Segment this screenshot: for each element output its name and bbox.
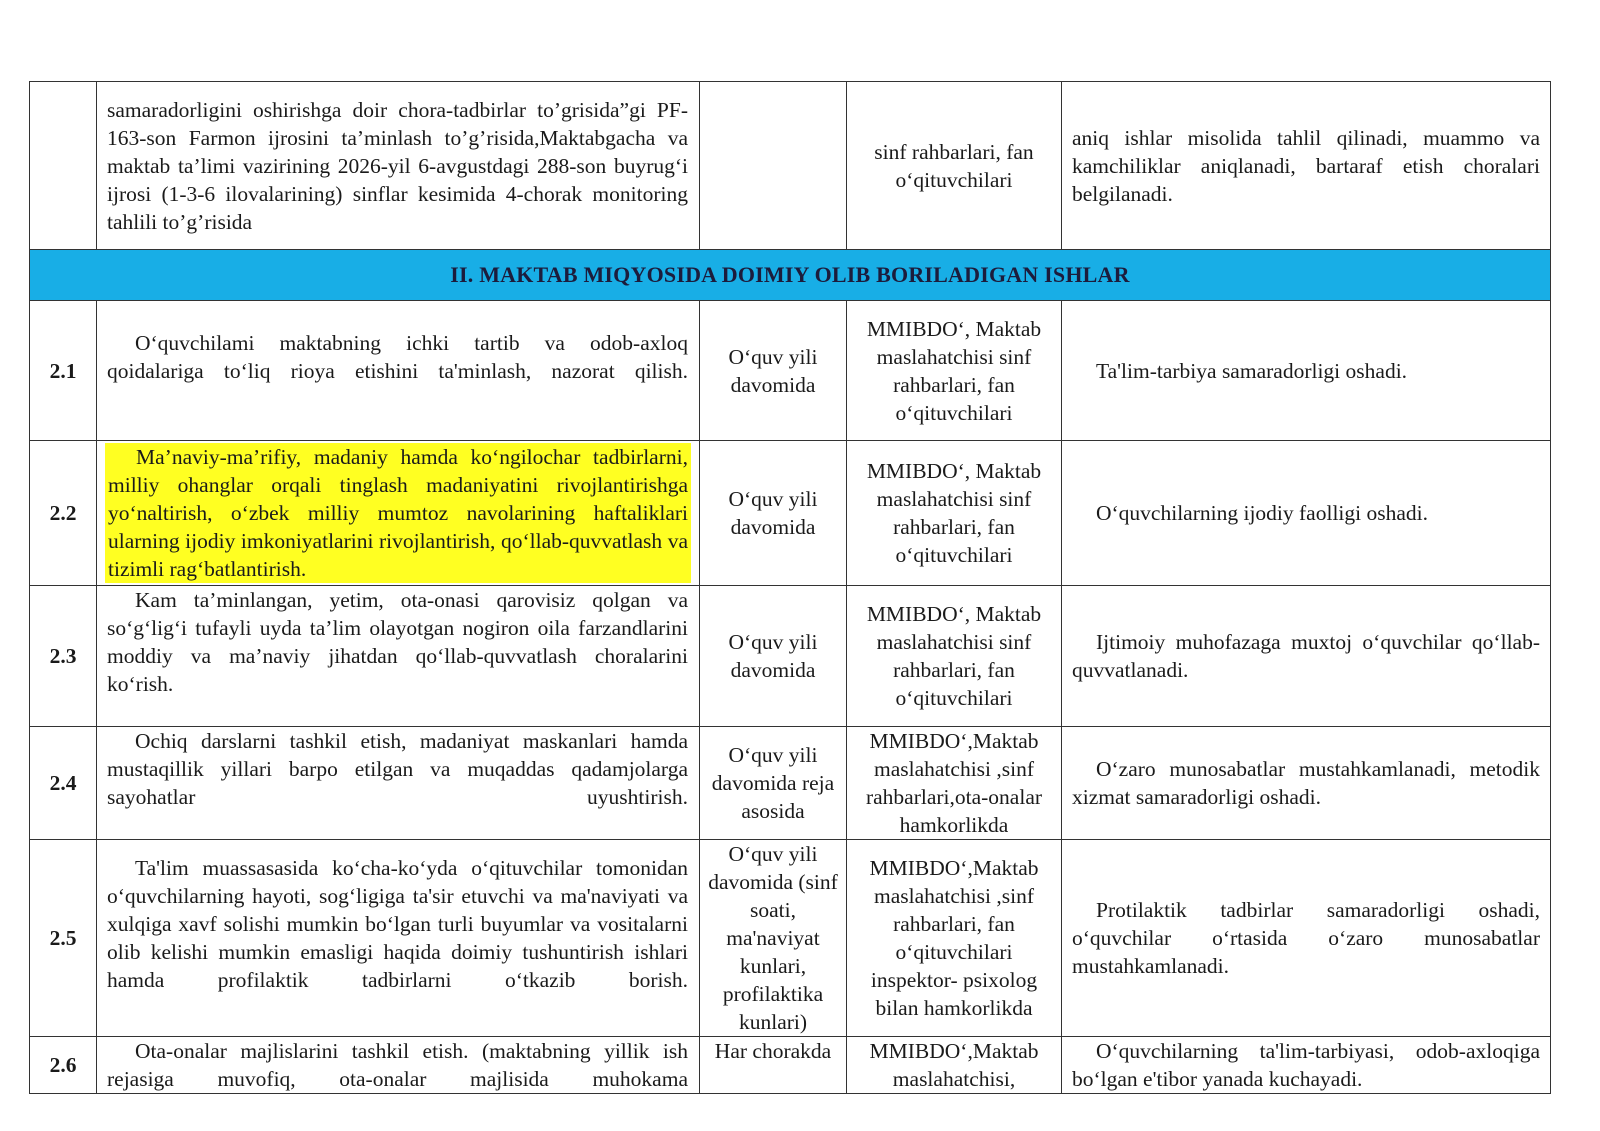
result-cell xyxy=(1062,441,1551,586)
result-text: Ta'lim-tarbiya samaradorligi oshadi. xyxy=(1096,358,1408,383)
description-text: Kam ta’minlangan, yetim, ota-onasi qarovisiz qolgan va so‘g‘lig‘i tufayli uyda ta’lim olayotgan nogiron oila farzandlarini moddiy va ma’naviy jihatdan qo‘llab-quvvatlash choralarini ko‘rish. xyxy=(107,588,688,696)
responsible-cell: MMIBDO‘,Maktab maslahatchisi ,sinf rahbarlari,ota-onalar hamkorlikda xyxy=(847,727,1062,840)
term-cell: O‘quv yili davomida (sinf soati, ma'naviyat kunlari, profilaktika kunlari) xyxy=(700,840,847,1037)
term-cell: O‘quv yili davomida reja asosida xyxy=(700,727,847,840)
responsible-cell: MMIBDO‘,Maktab maslahatchisi, xyxy=(847,1037,1062,1094)
term-cell: O‘quv yili davomida xyxy=(700,441,847,586)
term-cell: Har chorakda xyxy=(700,1037,847,1094)
row-number: 2.6 xyxy=(30,1037,97,1094)
row-number: 2.3 xyxy=(30,586,97,727)
description-cell xyxy=(97,727,700,840)
plan-table-page xyxy=(29,81,1550,1094)
result-cell xyxy=(1062,727,1551,840)
result-text: O‘zaro munosabatlar mustahkamlanadi, metodik xizmat samaradorligi oshadi. xyxy=(1072,757,1540,809)
result-cell xyxy=(1062,586,1551,727)
description-cell xyxy=(97,1037,700,1094)
table-row xyxy=(30,727,1551,840)
result-cell xyxy=(1062,1037,1551,1094)
responsible-cell: MMIBDO‘,Maktab maslahatchisi ,sinf rahbarlari, fan o‘qituvchilari inspektor- psixolog bilan hamkorlikda xyxy=(847,840,1062,1037)
result-text: O‘quvchilarning ijodiy faolligi oshadi. xyxy=(1096,501,1429,525)
table-row xyxy=(30,301,1551,441)
row-number: 2.1 xyxy=(30,301,97,441)
description-cell xyxy=(97,82,700,250)
description-cell xyxy=(97,840,700,1037)
term-cell: O‘quv yili davomida xyxy=(700,301,847,441)
row-number: 2.2 xyxy=(30,441,97,586)
table-row xyxy=(30,840,1551,1037)
row-number-cell xyxy=(30,82,97,250)
table-row xyxy=(30,441,1551,586)
description-text: O‘quvchilami maktabning ichki tartib va odob-axloq qoidalariga to‘liq rioya etishini ta'minlash, nazorat qilish. xyxy=(107,330,688,383)
result-cell xyxy=(1062,840,1551,1037)
table-row xyxy=(30,586,1551,727)
section-header-row xyxy=(30,250,1551,301)
description-text: Ma’naviy-ma’rifiy, madaniy hamda ko‘ngilochar tadbirlarni, milliy ohanglar orqali tinglash madaniyatini rivojlantirishga yo‘naltirish, o‘zbek milliy mumtoz navolarining haftaliklari ularning ijodiy imkoniyatlarini rivojlantirish, qo‘llab-quvvatlash va tizimli rag‘batlantirish. xyxy=(108,445,688,581)
result-text: aniq ishlar misolida tahlil qilinadi, muammo va kamchiliklar aniqlanadi, bartaraf etish choralari belgilanadi. xyxy=(1072,125,1540,206)
section-title: II. MAKTAB MIQYOSIDA DOIMIY OLIB BORILADIGAN ISHLAR xyxy=(30,250,1551,301)
table-row xyxy=(30,1037,1551,1094)
description-cell xyxy=(97,301,700,441)
result-cell xyxy=(1062,301,1551,441)
description-text: samaradorligini oshirishga doir chora-tadbirlar to’grisida”gi PF-163-son Farmon ijrosini ta’minlash to’g’risida,Maktabgacha va maktab ta’limi vazirining 2026-yil 6-avgustdagi 288-son buyrug‘i ijrosi (1-3-6 ilovalarining) sinflar kesimida 4-chorak monitoring tahlili to’g’risida xyxy=(107,97,688,234)
result-cell xyxy=(1062,82,1551,250)
description-cell xyxy=(97,586,700,727)
description-text: Ota-onalar majlislarini tashkil etish. (maktabning yillik ish rejasiga muvofiq, ota-onalar majlisida muhokama xyxy=(107,1039,688,1091)
result-text: Ijtimoiy muhofazaga muxtoj o‘quvchilar qo‘llab-quvvatlanadi. xyxy=(1072,630,1540,682)
responsible-cell: MMIBDO‘, Maktab maslahatchisi sinf rahbarlari, fan o‘qituvchilari xyxy=(847,301,1062,441)
responsible-cell: sinf rahbarlari, fan o‘qituvchilari xyxy=(847,82,1062,250)
row-number: 2.5 xyxy=(30,840,97,1037)
result-text: Protilaktik tadbirlar samaradorligi oshadi, o‘quvchilar o‘rtasida o‘zaro munosabatlar mustahkamlanadi. xyxy=(1072,898,1540,978)
responsible-cell: MMIBDO‘, Maktab maslahatchisi sinf rahbarlari, fan o‘qituvchilari xyxy=(847,586,1062,727)
responsible-cell: MMIBDO‘, Maktab maslahatchisi sinf rahbarlari, fan o‘qituvchilari xyxy=(847,441,1062,586)
description-cell xyxy=(97,441,700,586)
result-text: O‘quvchilarning ta'lim-tarbiyasi, odob-axloqiga bo‘lgan e'tibor yanada kuchayadi. xyxy=(1072,1039,1540,1091)
row-number: 2.4 xyxy=(30,727,97,840)
highlighted-block xyxy=(105,443,691,583)
work-plan-table xyxy=(29,81,1551,1094)
table-row xyxy=(30,82,1551,250)
term-cell xyxy=(700,82,847,250)
description-text: Ta'lim muassasasida ko‘cha-ko‘yda o‘qituvchilar tomonidan o‘quvchilarning hayoti, sog‘ligiga ta'sir etuvchi va ma'naviyati va xulqiga xavf solishi mumkin bo‘lgan turli buyumlar va vositalarni olib kelishi mumkin emasligi haqida doimiy tushuntirish ishlari hamda profilaktik tadbirlarni o‘tkazib borish. xyxy=(107,856,688,992)
term-cell: O‘quv yili davomida xyxy=(700,586,847,727)
description-text: Ochiq darslarni tashkil etish, madaniyat maskanlari hamda mustaqillik yillari barpo etilgan va muqaddas qadamjolarga sayohatlar uyushtirish. xyxy=(107,729,688,809)
